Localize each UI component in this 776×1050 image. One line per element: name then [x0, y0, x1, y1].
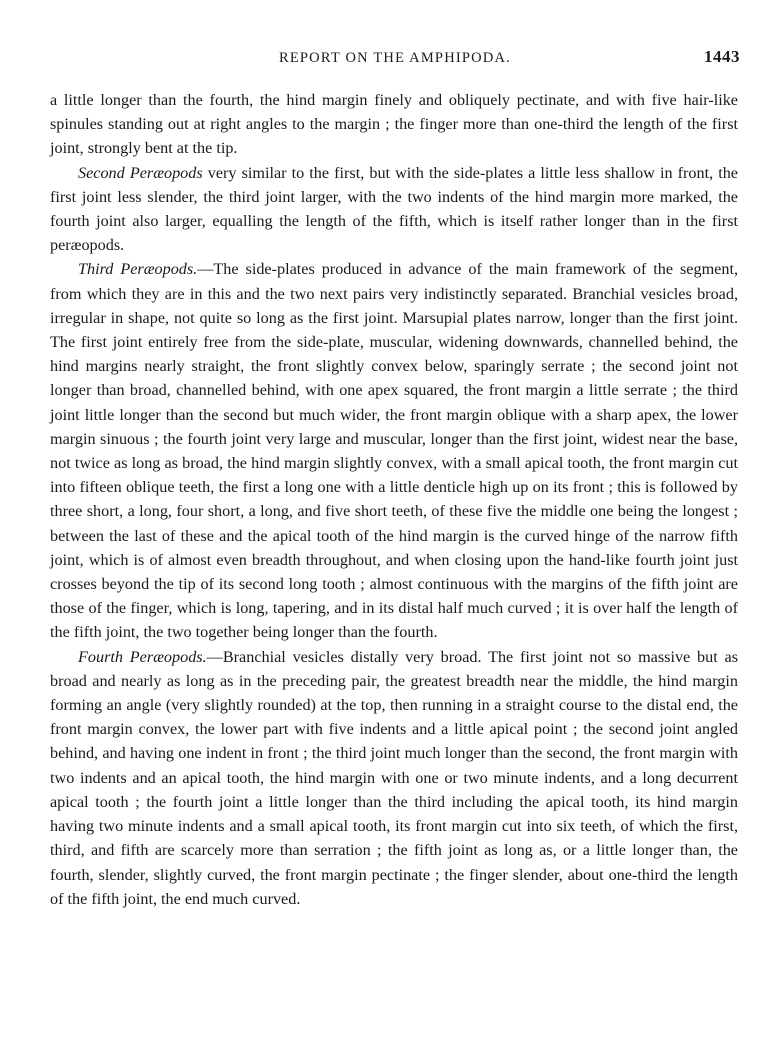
- section-heading: Third Peræopods.: [78, 260, 198, 279]
- page-number: 1443: [704, 47, 740, 66]
- paragraph-fourth-peraeopods: [50, 645, 738, 911]
- section-heading: Second Peræopods: [78, 163, 203, 182]
- paragraph-text: a little longer than the fourth, the hind margin finely and obliquely pectinate, and with five hair-like spinules standing out at right angles to the margin ; the finger more than one-third the length of the first joint, strongly bent at the tip.: [50, 91, 738, 158]
- paragraph-second-peraeopods: [50, 161, 738, 258]
- paragraph-third-peraeopods: [50, 257, 738, 644]
- running-head: [50, 47, 740, 71]
- paragraph-text: very similar to the first, but with the side-plates a little less shallow in front, the first joint less slender, the third joint larger, with the two indents of the hind margin more marked, the fourth joint also larger, equalling the length of the fifth, which is itself rather longer than in the first peræopods.: [50, 163, 738, 255]
- paragraph-text: —The side-plates produced in advance of the main framework of the segment, from which they are in this and the two next pairs very indistinctly separated. Branchial vesicles broad, irregular in shape, not quite so long as the first joint. Marsupial plates narrow, longer than the first joint. The first joint entirely free from the side-plate, muscular, widening downwards, channelled behind, the hind margins nearly straight, the front slightly convex below, sparingly serrate ; the second joint not longer than broad, channelled behind, with one apex squared, the front margin a little serrate ; the third joint little longer than the second but much wider, the front margin oblique with a sharp apex, the lower margin sinuous ; the fourth joint very large and muscular, longer than the first joint, widest near the base, not twice as long as broad, the hind margin slightly convex, with a small apical tooth, the front margin cut into fifteen oblique teeth, the first a long one with a little denticle high up on its front ; this is followed by three short, a long, four short, a long, and five short teeth, of these five the middle one being the longest ; between the last of these and the apical tooth of the hind margin is the curved hinge of the narrow fifth joint, which is of almost even breadth throughout, and when closing upon the hand-like fourth joint just crosses beyond the tip of its second long tooth ; almost continuous with the margins of the fifth joint are those of the finger, which is long, tapering, and in its distal half much curved ; it is over half the length of the fifth joint, the two together being longer than the fourth.: [50, 260, 738, 642]
- paragraph-text: —Branchial vesicles distally very broad. The first joint not so massive but as broad and nearly as long as in the preceding pair, the greatest breadth near the middle, the hind margin forming an angle (very slightly rounded) at the top, then running in a straight course to the distal end, the front margin convex, the lower part with five indents and a little apical point ; the second joint angled behind, and having one indent in front ; the third joint much longer than the second, the front margin with two indents and an apical tooth, the hind margin with one or two minute indents, and a long decurrent apical tooth ; the fourth joint a little longer than the third including the apical tooth, its hind margin having two minute indents and a small apical tooth, its front margin cut into six teeth, of which the first, third, and fifth are scarcely more than serration ; the fifth joint as long as, or a little longer than, the fourth, slender, slightly curved, the front margin pectinate ; the finger slender, about one-third the length of the fifth joint, the end much curved.: [50, 647, 739, 908]
- section-heading: Fourth Peræopods.: [78, 647, 207, 666]
- running-title: REPORT ON THE AMPHIPODA.: [278, 50, 512, 66]
- paragraph-continuation: [50, 88, 738, 161]
- body-text: [50, 88, 738, 911]
